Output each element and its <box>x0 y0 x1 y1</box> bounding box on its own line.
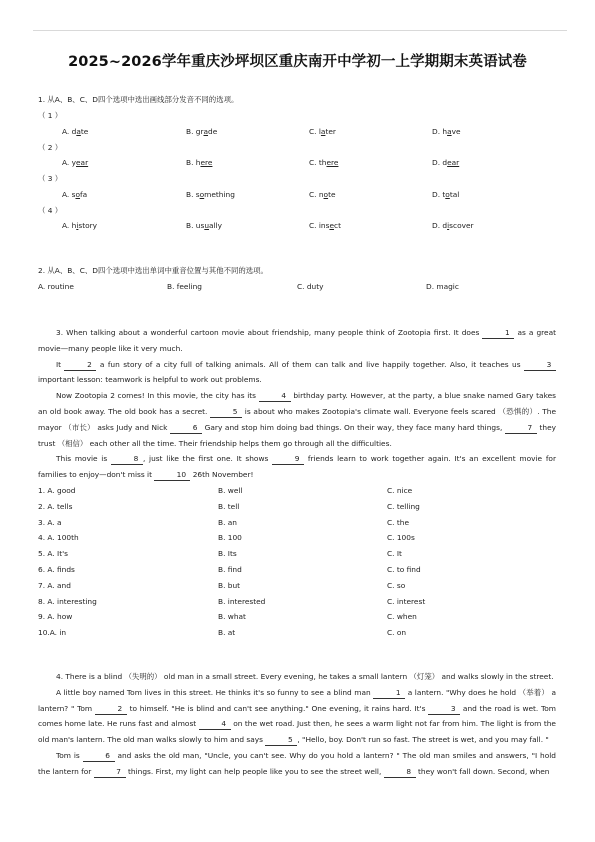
option-text: B. us <box>186 221 205 230</box>
q3-blank-10: 10 <box>154 470 190 481</box>
q3-option: C. so <box>387 580 406 590</box>
q3-option: C. on <box>387 628 407 638</box>
q1-option <box>309 221 341 231</box>
q2-option-c: C. duty <box>297 282 324 291</box>
q2-option-d: D. magic <box>426 282 459 291</box>
option-text: B. h <box>186 158 201 167</box>
option-text: tal <box>449 189 460 199</box>
q1-sub-number: （ 2 ） <box>38 142 63 152</box>
q3-option: B. at <box>218 628 236 638</box>
q3-option: C. interest <box>387 596 426 606</box>
q3-option: B. what <box>218 612 246 622</box>
q1-option <box>309 127 336 137</box>
option-text: te <box>328 189 336 199</box>
option-text: D. t <box>432 189 446 199</box>
q1-option <box>432 221 474 231</box>
q3-option: C. to find <box>387 565 421 574</box>
q4-paragraph: 4. There is a blind （失明的） old man in a small street. Every evening, he takes a small lantern （灯笼） and walks slowly in the street. <box>56 672 554 681</box>
q2-option-a: A. routine <box>38 282 74 291</box>
q3-option: B. an <box>218 517 237 527</box>
q3-blank-7: 7 <box>505 423 537 434</box>
option-text: D. d <box>432 221 448 230</box>
option-text: B. gr <box>186 126 204 136</box>
q3-option: 6. A. finds <box>38 565 75 574</box>
q4-blank-6: 6 <box>83 751 115 762</box>
q3-blank-3: 3 <box>524 360 556 371</box>
q1-option <box>432 127 461 137</box>
q3-blank-1: 1 <box>482 328 514 339</box>
underlined-letters: a <box>203 126 209 136</box>
option-text: C. n <box>309 189 324 199</box>
q3-option: B. interested <box>218 596 266 606</box>
q1-option <box>186 190 235 200</box>
q3-option: C. nice <box>387 486 413 495</box>
q1-stem: 1. 从A、B、C、D四个选项中选出画线部分发音不同的选项。 <box>38 95 239 104</box>
underlined-letters: e <box>329 221 335 230</box>
option-text: te <box>80 126 89 136</box>
underlined-letters: ere <box>200 158 213 167</box>
q2-stem: 2. 从A、B、C、D四个选项中选出单词中重音位置与其他不同的选项。 <box>38 266 268 275</box>
q4-blank-1: 1 <box>373 688 405 699</box>
option-text: C. l <box>309 126 321 136</box>
q3-option: C. 100s <box>387 533 415 543</box>
q3-option: 5. A. It's <box>38 549 68 559</box>
option-text: story <box>78 221 98 230</box>
q3-blank-8: 8 <box>111 454 143 465</box>
q1-sub-number: （ 3 ） <box>38 174 63 183</box>
q3-option: C. the <box>387 517 409 527</box>
q3-blank-4: 4 <box>259 391 291 402</box>
q3-option: 8. A. interesting <box>38 596 97 606</box>
option-text: A. d <box>62 126 77 136</box>
q1-option <box>432 158 459 168</box>
q3-option: B. but <box>218 580 241 590</box>
q3-option: C. when <box>387 612 417 622</box>
underlined-letters: i <box>76 221 79 230</box>
underlined-letters: o <box>75 189 81 199</box>
q3-option: B. 100 <box>218 533 242 543</box>
q3-option: 1. A. good <box>38 486 76 495</box>
q3-passage <box>38 325 556 483</box>
q2-option-b: B. feeling <box>167 282 202 291</box>
option-text: ter <box>325 126 336 136</box>
q3-blank-6: 6 <box>170 423 202 434</box>
q4-paragraph: Tom is 6 and asks the old man, "Uncle, you can't see. Why do you hold a lantern? " The old man smiles and answers, "I hold the lantern for 7 things. First, my light can help people like you to see the street well, 8 they won't fall down. Second, when <box>38 750 556 776</box>
q3-paragraph: This movie is 8 , just like the first one. It shows 9 friends learn to work together again. It's an excellent movie for families to enjoy—don't miss it 10 26th November! <box>38 454 556 480</box>
q1-option <box>432 190 459 200</box>
option-text: C. th <box>309 158 327 167</box>
option-text: scover <box>449 221 474 230</box>
option-text: ve <box>451 126 461 136</box>
option-text: fa <box>80 189 88 199</box>
q4-blank-7: 7 <box>94 767 126 778</box>
underlined-letters: a <box>76 126 81 136</box>
underlined-letters: o <box>445 189 450 199</box>
underlined-letters: i <box>447 221 450 230</box>
q3-option: B. well <box>218 486 243 495</box>
header-rule <box>33 30 567 31</box>
q3-option: C. telling <box>387 501 420 511</box>
underlined-letters: o <box>323 189 329 199</box>
option-text: D. d <box>432 158 448 167</box>
q1-option <box>309 190 336 200</box>
underlined-letters: ere <box>326 158 339 167</box>
q1-option <box>186 127 217 137</box>
q3-option: 9. A. how <box>38 612 73 622</box>
q3-blank-2: 2 <box>64 360 96 371</box>
q1-sub-number: （ 4 ） <box>38 205 63 215</box>
underlined-letters: a <box>447 126 452 136</box>
option-text: mething <box>204 189 235 199</box>
option-text: A. h <box>62 221 77 230</box>
option-text: B. s <box>186 189 200 199</box>
q1-option <box>62 158 88 168</box>
q3-paragraph: 3. When talking about a wonderful cartoon movie about friendship, many people think of Zootopia first. It does 1 as a great movie—many people like it very much. <box>38 328 556 353</box>
page-title: 2025~2026学年重庆沙坪坝区重庆南开中学初一上学期期末英语试卷 <box>68 54 527 70</box>
q3-option: 10.A. in <box>38 628 67 638</box>
q3-option: B. Its <box>218 549 237 559</box>
q4-blank-2: 2 <box>95 704 127 715</box>
q3-option: 2. A. tells <box>38 501 73 511</box>
q3-option: C. It <box>387 549 402 559</box>
option-text: A. y <box>62 158 76 167</box>
q4-paragraph: A little boy named Tom lives in this street. He thinks it's so funny to see a blind man 1 a lantern. "Why does he hold （举着） a lantern? " Tom 2 to himself. "He is blind and can't see anything." One evening, it rains hard. It's 3 and the road is wet. Tom comes home late. He runs fast and almost 4 on the wet road. Just then, he sees a warm light not far from him. The light is from the old man's lantern. The old man walks slowly to him and says 5 , "Hello, boy. Don't run so fast. The street is wet, and you may fall. " <box>38 687 557 745</box>
underlined-letters: u <box>204 221 209 230</box>
q3-blank-9: 9 <box>272 454 304 465</box>
q1-option <box>186 158 212 168</box>
option-text: de <box>208 126 218 136</box>
q1-option <box>186 221 222 231</box>
underlined-letters: ear <box>447 158 460 167</box>
q1-option <box>62 127 88 137</box>
q1-sub-number: （ 1 ） <box>38 111 63 120</box>
q3-paragraph: Now Zootopia 2 comes! In this movie, the city has its 4 birthday party. However, at the party, a blue snake named Gary takes an old book away. The old book has a secret. 5 is about who makes Zootopia's climate wall. Everyone feels scared （恐惧的）. The mayor （市长） asks Judy and Nick 6 Gary and stop him doing bad things. On their way, they face many hard things, 7 they trust （相信） each other all the time. Their friendship helps them go through all the difficulties. <box>38 391 557 448</box>
underlined-letters: o <box>199 189 205 199</box>
q3-blank-5: 5 <box>210 407 242 418</box>
q1-option <box>62 190 87 200</box>
q4-blank-8: 8 <box>384 767 416 778</box>
q3-option: 7. A. and <box>38 580 71 590</box>
q4-blank-4: 4 <box>199 719 231 730</box>
q3-option: 4. A. 100th <box>38 533 79 543</box>
underlined-letters: a <box>320 126 326 136</box>
option-text: A. s <box>62 189 76 199</box>
q3-option: B. tell <box>218 501 240 511</box>
q1-option <box>62 221 97 231</box>
q4-passage <box>38 669 556 780</box>
option-text: ct <box>334 221 341 230</box>
option-text: C. ins <box>309 221 330 230</box>
q3-option: 3. A. a <box>38 517 62 527</box>
underlined-letters: ear <box>76 158 89 167</box>
q3-option: B. find <box>218 565 242 574</box>
q4-blank-5: 5 <box>265 735 297 746</box>
option-text: D. h <box>432 126 448 136</box>
q4-blank-3: 3 <box>428 704 460 715</box>
option-text: ally <box>209 221 223 230</box>
q1-option <box>309 158 338 168</box>
q3-paragraph: It 2 a fun story of a city full of talking animals. All of them can talk and live happily together. Also, it teaches us 3 important lesson: teamwork is helpful to work out problems. <box>38 357 556 389</box>
